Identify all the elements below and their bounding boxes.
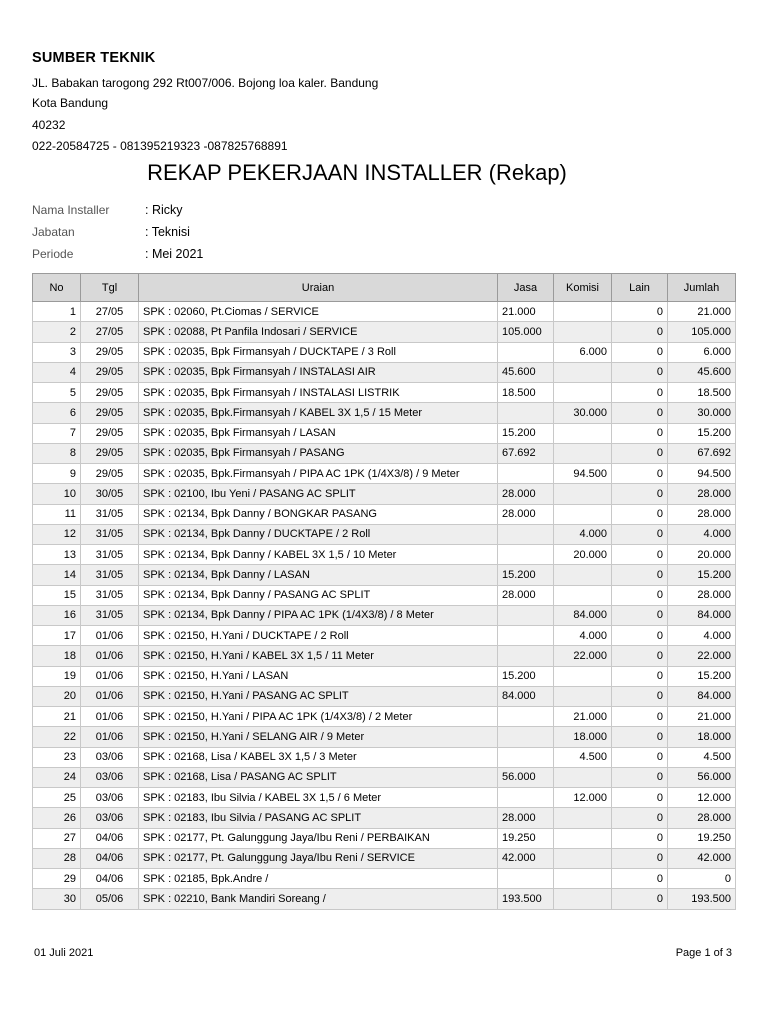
row-description: SPK : 02100, Ibu Yeni / PASANG AC SPLIT bbox=[139, 484, 498, 504]
row-service-fee bbox=[498, 403, 554, 423]
row-number: 10 bbox=[33, 484, 81, 504]
row-total: 15.200 bbox=[668, 565, 736, 585]
row-total: 21.000 bbox=[668, 302, 736, 322]
row-other: 0 bbox=[612, 626, 668, 646]
row-total: 42.000 bbox=[668, 848, 736, 868]
row-commission bbox=[554, 362, 612, 382]
row-total: 84.000 bbox=[668, 686, 736, 706]
footer-page-number: Page 1 of 3 bbox=[675, 947, 732, 959]
row-date: 29/05 bbox=[81, 342, 139, 362]
row-description: SPK : 02060, Pt.Ciomas / SERVICE bbox=[139, 302, 498, 322]
row-service-fee: 28.000 bbox=[498, 484, 554, 504]
row-number: 18 bbox=[33, 646, 81, 666]
row-description: SPK : 02168, Lisa / KABEL 3X 1,5 / 3 Meter bbox=[139, 747, 498, 767]
table-row bbox=[33, 423, 736, 443]
row-commission bbox=[554, 443, 612, 463]
row-total: 28.000 bbox=[668, 484, 736, 504]
position-label: Jabatan bbox=[32, 225, 75, 239]
row-description: SPK : 02035, Bpk Firmansyah / DUCKTAPE / 3 Roll bbox=[139, 342, 498, 362]
row-commission: 94.500 bbox=[554, 464, 612, 484]
row-description: SPK : 02183, Ibu Silvia / KABEL 3X 1,5 / 6 Meter bbox=[139, 788, 498, 808]
row-description: SPK : 02134, Bpk Danny / DUCKTAPE / 2 Roll bbox=[139, 524, 498, 544]
table-row bbox=[33, 464, 736, 484]
row-other: 0 bbox=[612, 464, 668, 484]
table-row bbox=[33, 666, 736, 686]
row-description: SPK : 02150, H.Yani / PIPA AC 1PK (1/4X3/8) / 2 Meter bbox=[139, 707, 498, 727]
row-total: 12.000 bbox=[668, 788, 736, 808]
row-service-fee: 15.200 bbox=[498, 565, 554, 585]
row-commission: 4.000 bbox=[554, 626, 612, 646]
row-date: 01/06 bbox=[81, 727, 139, 747]
row-other: 0 bbox=[612, 362, 668, 382]
column-header-no: No bbox=[33, 274, 81, 302]
row-description: SPK : 02168, Lisa / PASANG AC SPLIT bbox=[139, 767, 498, 787]
row-total: 19.250 bbox=[668, 828, 736, 848]
row-date: 29/05 bbox=[81, 362, 139, 382]
row-number: 28 bbox=[33, 848, 81, 868]
row-service-fee: 15.200 bbox=[498, 666, 554, 686]
company-name: SUMBER TEKNIK bbox=[32, 50, 156, 66]
row-service-fee bbox=[498, 869, 554, 889]
row-total: 6.000 bbox=[668, 342, 736, 362]
table-row bbox=[33, 605, 736, 625]
table-row bbox=[33, 727, 736, 747]
row-description: SPK : 02150, H.Yani / DUCKTAPE / 2 Roll bbox=[139, 626, 498, 646]
table-row bbox=[33, 585, 736, 605]
work-recap-table bbox=[32, 273, 736, 910]
row-service-fee bbox=[498, 605, 554, 625]
row-service-fee: 21.000 bbox=[498, 302, 554, 322]
row-date: 03/06 bbox=[81, 767, 139, 787]
row-date: 01/06 bbox=[81, 686, 139, 706]
row-number: 13 bbox=[33, 545, 81, 565]
row-description: SPK : 02177, Pt. Galunggung Jaya/Ibu Reni / SERVICE bbox=[139, 848, 498, 868]
row-commission bbox=[554, 423, 612, 443]
row-date: 01/06 bbox=[81, 646, 139, 666]
row-description: SPK : 02035, Bpk Firmansyah / PASANG bbox=[139, 443, 498, 463]
row-service-fee: 45.600 bbox=[498, 362, 554, 382]
row-other: 0 bbox=[612, 443, 668, 463]
row-commission bbox=[554, 848, 612, 868]
row-number: 8 bbox=[33, 443, 81, 463]
row-service-fee: 18.500 bbox=[498, 383, 554, 403]
table-row bbox=[33, 383, 736, 403]
row-other: 0 bbox=[612, 666, 668, 686]
row-other: 0 bbox=[612, 747, 668, 767]
column-header-date: Tgl bbox=[81, 274, 139, 302]
row-service-fee bbox=[498, 747, 554, 767]
row-total: 0 bbox=[668, 869, 736, 889]
row-other: 0 bbox=[612, 423, 668, 443]
row-total: 30.000 bbox=[668, 403, 736, 423]
row-total: 28.000 bbox=[668, 808, 736, 828]
company-city: Kota Bandung bbox=[32, 96, 109, 110]
row-total: 56.000 bbox=[668, 767, 736, 787]
row-date: 27/05 bbox=[81, 302, 139, 322]
row-date: 31/05 bbox=[81, 504, 139, 524]
table-row bbox=[33, 767, 736, 787]
table-row bbox=[33, 545, 736, 565]
table-header-row bbox=[33, 274, 736, 302]
row-service-fee bbox=[498, 464, 554, 484]
row-number: 22 bbox=[33, 727, 81, 747]
row-total: 15.200 bbox=[668, 666, 736, 686]
row-number: 5 bbox=[33, 383, 81, 403]
row-total: 4.500 bbox=[668, 747, 736, 767]
row-other: 0 bbox=[612, 322, 668, 342]
row-date: 04/06 bbox=[81, 869, 139, 889]
row-service-fee: 67.692 bbox=[498, 443, 554, 463]
row-commission bbox=[554, 504, 612, 524]
row-date: 01/06 bbox=[81, 666, 139, 686]
row-service-fee: 193.500 bbox=[498, 889, 554, 909]
row-date: 03/06 bbox=[81, 747, 139, 767]
row-number: 6 bbox=[33, 403, 81, 423]
table-row bbox=[33, 828, 736, 848]
row-other: 0 bbox=[612, 767, 668, 787]
row-description: SPK : 02150, H.Yani / KABEL 3X 1,5 / 11 Meter bbox=[139, 646, 498, 666]
row-number: 17 bbox=[33, 626, 81, 646]
row-service-fee bbox=[498, 342, 554, 362]
table-row bbox=[33, 646, 736, 666]
row-service-fee bbox=[498, 626, 554, 646]
company-phones: 022-20584725 - 081395219323 -087825768891 bbox=[32, 139, 288, 153]
row-date: 01/06 bbox=[81, 707, 139, 727]
row-total: 18.000 bbox=[668, 727, 736, 747]
row-other: 0 bbox=[612, 848, 668, 868]
installer-name-value: : Ricky bbox=[145, 203, 183, 217]
column-header-description: Uraian bbox=[139, 274, 498, 302]
row-description: SPK : 02134, Bpk Danny / BONGKAR PASANG bbox=[139, 504, 498, 524]
row-number: 12 bbox=[33, 524, 81, 544]
row-total: 28.000 bbox=[668, 585, 736, 605]
table-row bbox=[33, 848, 736, 868]
row-number: 11 bbox=[33, 504, 81, 524]
row-service-fee bbox=[498, 788, 554, 808]
row-date: 31/05 bbox=[81, 585, 139, 605]
row-number: 25 bbox=[33, 788, 81, 808]
row-number: 3 bbox=[33, 342, 81, 362]
row-total: 4.000 bbox=[668, 524, 736, 544]
row-commission bbox=[554, 585, 612, 605]
row-service-fee: 28.000 bbox=[498, 504, 554, 524]
row-date: 29/05 bbox=[81, 403, 139, 423]
row-number: 23 bbox=[33, 747, 81, 767]
row-other: 0 bbox=[612, 605, 668, 625]
row-commission bbox=[554, 828, 612, 848]
row-commission: 18.000 bbox=[554, 727, 612, 747]
row-service-fee bbox=[498, 727, 554, 747]
row-commission: 84.000 bbox=[554, 605, 612, 625]
row-description: SPK : 02150, H.Yani / SELANG AIR / 9 Meter bbox=[139, 727, 498, 747]
row-description: SPK : 02150, H.Yani / PASANG AC SPLIT bbox=[139, 686, 498, 706]
row-number: 19 bbox=[33, 666, 81, 686]
row-date: 29/05 bbox=[81, 464, 139, 484]
footer-date: 01 Juli 2021 bbox=[34, 947, 94, 959]
row-commission bbox=[554, 565, 612, 585]
row-other: 0 bbox=[612, 302, 668, 322]
row-other: 0 bbox=[612, 342, 668, 362]
row-description: SPK : 02134, Bpk Danny / KABEL 3X 1,5 / 10 Meter bbox=[139, 545, 498, 565]
row-date: 03/06 bbox=[81, 788, 139, 808]
row-description: SPK : 02035, Bpk.Firmansyah / KABEL 3X 1,5 / 15 Meter bbox=[139, 403, 498, 423]
table-row bbox=[33, 322, 736, 342]
row-total: 105.000 bbox=[668, 322, 736, 342]
row-date: 29/05 bbox=[81, 443, 139, 463]
row-date: 05/06 bbox=[81, 889, 139, 909]
row-service-fee: 105.000 bbox=[498, 322, 554, 342]
row-number: 26 bbox=[33, 808, 81, 828]
row-number: 21 bbox=[33, 707, 81, 727]
row-service-fee bbox=[498, 524, 554, 544]
row-date: 29/05 bbox=[81, 383, 139, 403]
table-row bbox=[33, 403, 736, 423]
row-total: 67.692 bbox=[668, 443, 736, 463]
row-commission: 4.500 bbox=[554, 747, 612, 767]
row-other: 0 bbox=[612, 383, 668, 403]
row-commission bbox=[554, 322, 612, 342]
row-number: 20 bbox=[33, 686, 81, 706]
position-value: : Teknisi bbox=[145, 225, 190, 239]
row-number: 14 bbox=[33, 565, 81, 585]
row-number: 2 bbox=[33, 322, 81, 342]
row-service-fee: 28.000 bbox=[498, 585, 554, 605]
row-total: 4.000 bbox=[668, 626, 736, 646]
row-commission: 12.000 bbox=[554, 788, 612, 808]
table-row bbox=[33, 707, 736, 727]
row-total: 193.500 bbox=[668, 889, 736, 909]
row-other: 0 bbox=[612, 524, 668, 544]
table-row bbox=[33, 747, 736, 767]
row-date: 30/05 bbox=[81, 484, 139, 504]
row-date: 27/05 bbox=[81, 322, 139, 342]
row-service-fee: 42.000 bbox=[498, 848, 554, 868]
row-commission: 21.000 bbox=[554, 707, 612, 727]
row-number: 9 bbox=[33, 464, 81, 484]
row-number: 29 bbox=[33, 869, 81, 889]
row-commission bbox=[554, 869, 612, 889]
row-total: 15.200 bbox=[668, 423, 736, 443]
row-commission: 20.000 bbox=[554, 545, 612, 565]
row-commission: 4.000 bbox=[554, 524, 612, 544]
row-other: 0 bbox=[612, 808, 668, 828]
row-service-fee bbox=[498, 545, 554, 565]
table-row bbox=[33, 889, 736, 909]
table-row bbox=[33, 524, 736, 544]
row-service-fee: 28.000 bbox=[498, 808, 554, 828]
row-date: 04/06 bbox=[81, 828, 139, 848]
row-total: 28.000 bbox=[668, 504, 736, 524]
row-service-fee: 56.000 bbox=[498, 767, 554, 787]
column-header-commission: Komisi bbox=[554, 274, 612, 302]
row-number: 16 bbox=[33, 605, 81, 625]
table-row bbox=[33, 565, 736, 585]
row-total: 20.000 bbox=[668, 545, 736, 565]
column-header-total: Jumlah bbox=[668, 274, 736, 302]
row-commission bbox=[554, 686, 612, 706]
row-date: 03/06 bbox=[81, 808, 139, 828]
row-service-fee: 84.000 bbox=[498, 686, 554, 706]
row-commission bbox=[554, 666, 612, 686]
row-date: 31/05 bbox=[81, 565, 139, 585]
row-description: SPK : 02177, Pt. Galunggung Jaya/Ibu Reni / PERBAIKAN bbox=[139, 828, 498, 848]
row-description: SPK : 02088, Pt Panfila Indosari / SERVICE bbox=[139, 322, 498, 342]
row-other: 0 bbox=[612, 828, 668, 848]
row-number: 7 bbox=[33, 423, 81, 443]
row-description: SPK : 02210, Bank Mandiri Soreang / bbox=[139, 889, 498, 909]
row-description: SPK : 02134, Bpk Danny / LASAN bbox=[139, 565, 498, 585]
row-total: 18.500 bbox=[668, 383, 736, 403]
row-commission bbox=[554, 767, 612, 787]
row-number: 4 bbox=[33, 362, 81, 382]
row-other: 0 bbox=[612, 504, 668, 524]
table-row bbox=[33, 808, 736, 828]
row-total: 45.600 bbox=[668, 362, 736, 382]
row-other: 0 bbox=[612, 889, 668, 909]
row-service-fee: 15.200 bbox=[498, 423, 554, 443]
row-other: 0 bbox=[612, 403, 668, 423]
row-date: 01/06 bbox=[81, 626, 139, 646]
row-total: 84.000 bbox=[668, 605, 736, 625]
row-number: 30 bbox=[33, 889, 81, 909]
row-other: 0 bbox=[612, 727, 668, 747]
row-date: 31/05 bbox=[81, 545, 139, 565]
row-commission: 22.000 bbox=[554, 646, 612, 666]
row-commission: 6.000 bbox=[554, 342, 612, 362]
period-value: : Mei 2021 bbox=[145, 247, 204, 261]
table-row bbox=[33, 686, 736, 706]
row-commission bbox=[554, 302, 612, 322]
table-row bbox=[33, 362, 736, 382]
installer-name-label: Nama Installer bbox=[32, 203, 110, 217]
table-row bbox=[33, 484, 736, 504]
row-number: 15 bbox=[33, 585, 81, 605]
row-other: 0 bbox=[612, 646, 668, 666]
row-commission bbox=[554, 484, 612, 504]
row-total: 21.000 bbox=[668, 707, 736, 727]
row-number: 27 bbox=[33, 828, 81, 848]
table-row bbox=[33, 443, 736, 463]
row-date: 31/05 bbox=[81, 605, 139, 625]
row-description: SPK : 02035, Bpk Firmansyah / INSTALASI LISTRIK bbox=[139, 383, 498, 403]
row-other: 0 bbox=[612, 545, 668, 565]
company-postal-code: 40232 bbox=[32, 118, 66, 132]
table-row bbox=[33, 302, 736, 322]
row-date: 04/06 bbox=[81, 848, 139, 868]
row-commission bbox=[554, 808, 612, 828]
row-service-fee bbox=[498, 707, 554, 727]
row-other: 0 bbox=[612, 484, 668, 504]
row-total: 22.000 bbox=[668, 646, 736, 666]
table-row bbox=[33, 869, 736, 889]
column-header-service-fee: Jasa bbox=[498, 274, 554, 302]
row-description: SPK : 02134, Bpk Danny / PASANG AC SPLIT bbox=[139, 585, 498, 605]
row-total: 94.500 bbox=[668, 464, 736, 484]
page-title: REKAP PEKERJAAN INSTALLER (Rekap) bbox=[147, 160, 567, 185]
row-number: 1 bbox=[33, 302, 81, 322]
row-commission: 30.000 bbox=[554, 403, 612, 423]
row-commission bbox=[554, 383, 612, 403]
row-other: 0 bbox=[612, 869, 668, 889]
row-description: SPK : 02185, Bpk.Andre / bbox=[139, 869, 498, 889]
company-address: JL. Babakan tarogong 292 Rt007/006. Bojong loa kaler. Bandung bbox=[32, 76, 379, 90]
row-other: 0 bbox=[612, 565, 668, 585]
row-number: 24 bbox=[33, 767, 81, 787]
row-date: 31/05 bbox=[81, 524, 139, 544]
row-other: 0 bbox=[612, 686, 668, 706]
row-other: 0 bbox=[612, 585, 668, 605]
period-label: Periode bbox=[32, 247, 74, 261]
table-row bbox=[33, 504, 736, 524]
row-service-fee: 19.250 bbox=[498, 828, 554, 848]
row-date: 29/05 bbox=[81, 423, 139, 443]
row-description: SPK : 02035, Bpk Firmansyah / INSTALASI AIR bbox=[139, 362, 498, 382]
row-other: 0 bbox=[612, 707, 668, 727]
row-description: SPK : 02035, Bpk Firmansyah / LASAN bbox=[139, 423, 498, 443]
row-commission bbox=[554, 889, 612, 909]
row-other: 0 bbox=[612, 788, 668, 808]
row-description: SPK : 02035, Bpk.Firmansyah / PIPA AC 1PK (1/4X3/8) / 9 Meter bbox=[139, 464, 498, 484]
table-row bbox=[33, 788, 736, 808]
table-row bbox=[33, 342, 736, 362]
table-row bbox=[33, 626, 736, 646]
row-description: SPK : 02150, H.Yani / LASAN bbox=[139, 666, 498, 686]
row-description: SPK : 02183, Ibu Silvia / PASANG AC SPLIT bbox=[139, 808, 498, 828]
row-description: SPK : 02134, Bpk Danny / PIPA AC 1PK (1/4X3/8) / 8 Meter bbox=[139, 605, 498, 625]
column-header-other: Lain bbox=[612, 274, 668, 302]
row-service-fee bbox=[498, 646, 554, 666]
